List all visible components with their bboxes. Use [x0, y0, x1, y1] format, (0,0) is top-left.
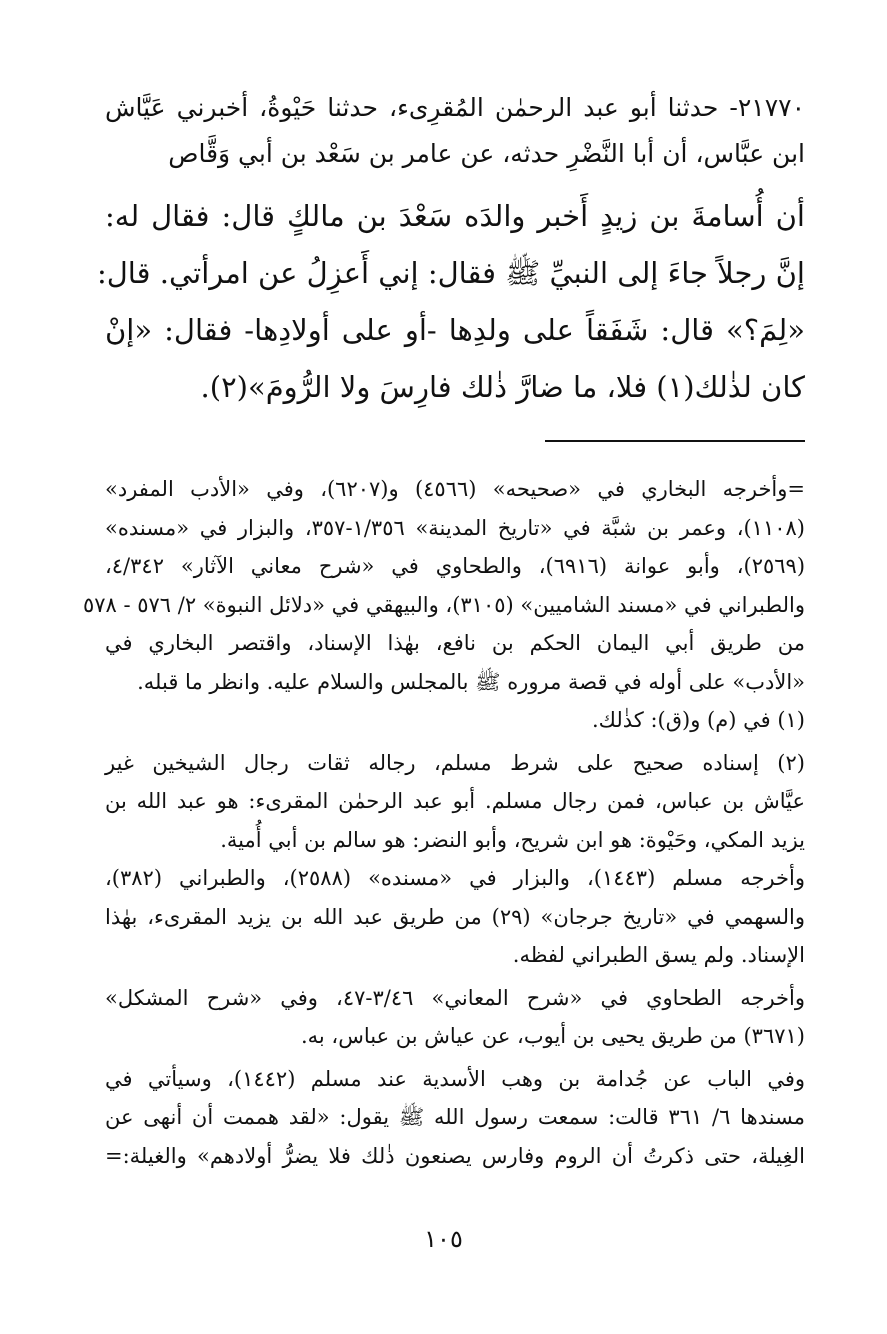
hadith-isnad [105, 85, 805, 177]
footnote-line: وأخرجه الطحاوي في «شرح المعاني» ٣/٤٦-٤٧، وفي «شرح المشكل» [105, 985, 805, 1010]
footnote-line: (٢٥٦٩)، وأبو عوانة (٦٩١٦)، والطحاوي في «شرح معاني الآثار» ٤/٣٤٢، [105, 554, 806, 578]
footnotes [82, 470, 806, 1175]
footnote-line: (٣٦٧١) من طريق يحيى بن أيوب، عن عياش بن عباس، به. [300, 1024, 805, 1048]
matn-line: أن أُسامةَ بن زيدٍ أَخبر والدَه سَعْدَ بن مالكٍ قال: فقال له: [105, 199, 805, 233]
isnad-line: ابن عبَّاس، أن أبا النَّضْرِ حدثه، عن عامر بن سَعْد بن أبي وَقَّاص [168, 139, 805, 168]
footnote-line: والسهمي في «تاريخ جرجان» (٢٩) من طريق عبد الله بن يزيد المقرىء، بهٰذا [105, 904, 805, 929]
footnote-separator [545, 440, 805, 442]
footnote-line: (١) في (م) و(ق): كذٰلك. [592, 708, 805, 732]
matn-line: «لِمَ؟» قال: شَفَقاً على ولدِها -أو على أولادِها- فقال: «إنْ [105, 313, 805, 347]
footnote-line: =وأخرجه البخاري في «صحيحه» (٤٥٦٦) و(٦٢٠٧)، وفي «الأدب المفرد» [105, 477, 806, 501]
matn-line: كان لذٰلك(١) فلا، ما ضارَّ ذٰلك فارِسَ ولا الرُّومَ»(٢). [200, 370, 805, 404]
hadith-matn [96, 188, 805, 416]
footnote-line: (١١٠٨)، وعمر بن شبَّة في «تاريخ المدينة» ١/٣٥٦-٣٥٧، والبزار في «مسنده» [105, 515, 805, 540]
footnote-line: وأخرجه مسلم (١٤٤٣)، والبزار في «مسنده» (٢٥٨٨)، والطبراني (٣٨٢)، [105, 866, 805, 890]
footnote-line: الإسناد. ولم يسق الطبراني لفظه. [512, 943, 805, 967]
footnote-line: يزيد المكي، وحَيْوة: هو ابن شريح، وأبو النضر: هو سالم بن أبي أُمية. [220, 827, 805, 852]
footnote-line: عيَّاش بن عباس، فمن رجال مسلم. أبو عبد الرحمٰن المقرىء: هو عبد الله بن [105, 789, 805, 813]
footnote-line: (٢) إسناده صحيح على شرط مسلم، رجاله ثقات رجال الشيخين غير [105, 750, 805, 775]
page-number: ١٠٥ [424, 1225, 463, 1253]
footnote-line: وفي الباب عن جُدامة بن وهب الأسدية عند مسلم (١٤٤٢)، وسيأتي في [105, 1066, 805, 1091]
footnote-line: من طريق أبي اليمان الحكم بن نافع، بهٰذا الإسناد، واقتصر البخاري في [105, 631, 805, 655]
matn-line: إنَّ رجلاً جاءَ إلى النبيِّ ﷺ فقال: إني أَعزِلُ عن امرأتي. قال: [96, 256, 805, 290]
footnote-line: والطبراني في «مسند الشاميين» (٣١٠٥)، والبيهقي في «دلائل النبوة» ٢/ ٥٧٦ - ٥٧٨ [82, 592, 805, 617]
footnote-line: مسندها ٦/ ٣٦١ قالت: سمعت رسول الله ﷺ يقول: «لقد هممت أن أنهى عن [105, 1105, 805, 1129]
footnote-line: الغِيلة، حتى ذكرتُ أن الروم وفارس يصنعون ذٰلك فلا يضرُّ أولادهم» والغيلة:= [105, 1143, 805, 1168]
footnote-line: «الأدب» على أوله في قصة مروره ﷺ بالمجلس والسلام عليه. وانظر ما قبله. [137, 669, 805, 694]
isnad-line: ٢١٧٧٠- حدثنا أبو عبد الرحمٰن المُقرِىء، حدثنا حَيْوةُ، أخبرني عَيَّاش [105, 93, 805, 122]
